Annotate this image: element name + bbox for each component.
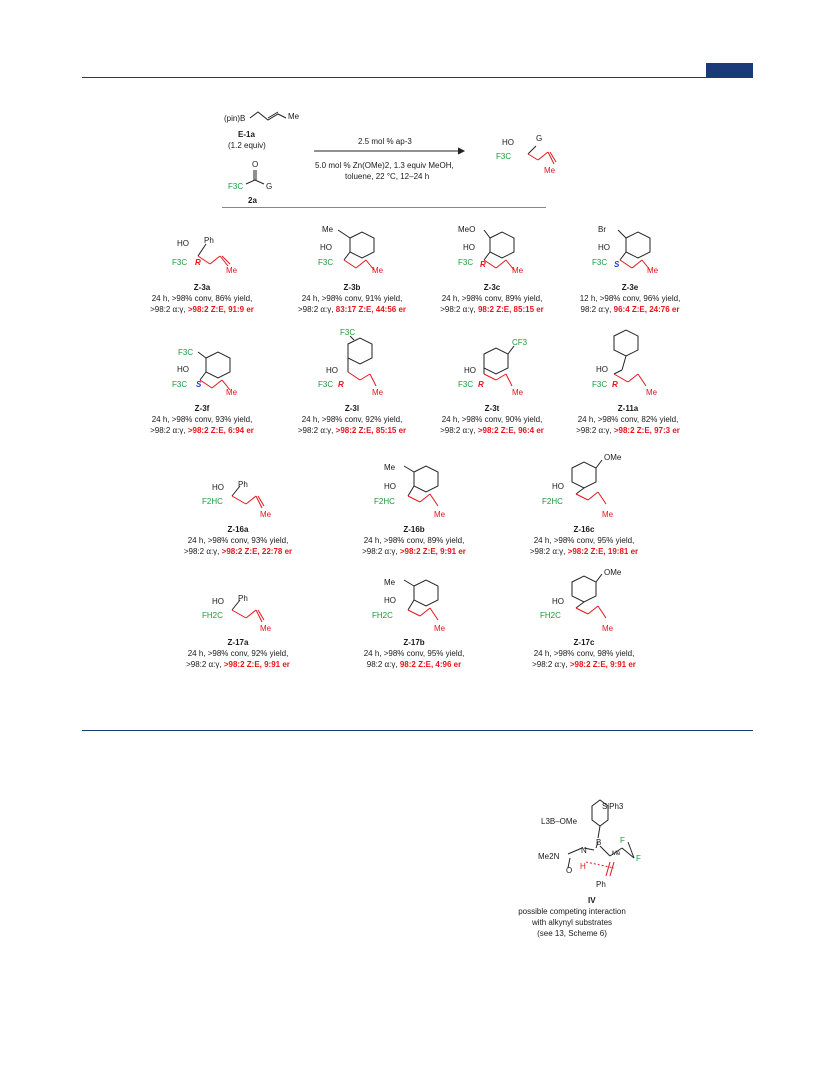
s8-f3c: F3C [592,380,608,389]
s4-config: S [614,260,620,269]
caption-z11a: Z-11a 24 h, >98% conv, 82% yield, >98:2 α:γ, >98:2 Z:E, 97:3 er [576,404,680,435]
s5-f3c-aryl: F3C [178,348,194,357]
s2-structure [330,224,410,284]
s3-meo: MeO [458,225,476,234]
s1-ph: Ph [204,236,214,245]
reagent-2-id: 2a [248,196,257,205]
s6-ho: HO [326,366,338,375]
s4-ho: HO [598,243,610,252]
caption-z3b: Z-3b 24 h, >98% conv, 91% yield, >98:2 α:γ, 83:17 Z:E, 44:56 er [297,283,407,314]
s9-ph: Ph [238,480,248,489]
s14-me: Me [602,624,614,633]
s12-ph: Ph [238,594,248,603]
s1-f3c: F3C [172,258,188,267]
ts-l3b: L3B–OMe [541,817,578,826]
s3-config: R [480,260,486,269]
s2-ho: HO [320,243,332,252]
reagent-1-id: E-1a [238,130,255,139]
s11-structure [560,454,640,524]
conditions-line-2: toluene, 22 °C, 12–24 h [345,172,430,181]
s6-me: Me [372,388,384,397]
s9-f2hc: F2HC [202,497,223,506]
reagent-1-structure [250,108,320,128]
caption-z17a: Z-17a 24 h, >98% conv, 92% yield, >98:2 α:γ, >98:2 Z:E, 9:91 er [186,638,290,669]
s14-fh2c: FH2C [540,611,561,620]
product-ho: HO [502,138,514,147]
s3-structure [470,224,550,284]
ts-sip: SiPh3 [602,802,624,811]
caption-z3c: Z-3c 24 h, >98% conv, 89% yield, >98:2 α:γ, 98:2 Z:E, 85:15 er [440,283,544,314]
s4-f3c: F3C [592,258,608,267]
caption-z17b: Z-17b 24 h, >98% conv, 95% yield, 98:2 α:γ, 98:2 Z:E, 4:96 er [363,638,465,669]
s5-config: S [196,380,202,389]
s5-ho: HO [177,365,189,374]
s4-br: Br [598,225,606,234]
reaction-arrow [314,147,474,155]
ts-o: O [566,866,573,875]
s11-f2hc: F2HC [542,497,563,506]
s5-me: Me [226,388,238,397]
ts-f1: F [620,836,625,845]
s12-ho: HO [212,597,224,606]
s3-me: Me [512,266,524,275]
reagent-1-me: Me [288,112,300,121]
s6-f3c: F3C [318,380,334,389]
s12-me: Me [260,624,272,633]
caption-z3t: Z-3t 24 h, >98% conv, 90% yield, >98:2 α:γ, >98:2 Z:E, 96:4 er [440,404,544,435]
s7-cf3: CF3 [512,338,528,347]
reagent-2-structure [240,170,280,200]
product-g: G [536,134,543,143]
ts-h: H [580,862,586,871]
s1-me: Me [226,266,238,275]
s11-ho: HO [552,482,564,491]
s1-ho: HO [177,239,189,248]
conditions-line-1: 5.0 mol % Zn(OMe)2, 1.3 equiv MeOH, [315,161,454,170]
ts-id: IV [588,896,596,905]
s2-f3c: F3C [318,258,334,267]
s8-config: R [612,380,618,389]
ts-b: B [596,838,602,847]
caption-z17c: Z-17c 24 h, >98% conv, 98% yield, >98:2 α:γ, >98:2 Z:E, 9:91 er [532,638,636,669]
header-tab [706,63,753,77]
s13-fh2c: FH2C [372,611,393,620]
s14-ome: OMe [604,568,622,577]
s14-structure [560,568,640,638]
ts-n: N [581,846,587,855]
s2-me: Me [372,266,384,275]
s1-structure [188,242,248,282]
caption-z16b: Z-16b 24 h, >98% conv, 89% yield, >98:2 α:γ, >98:2 Z:E, 9:91 er [362,525,466,556]
caption-z16c: Z-16c 24 h, >98% conv, 95% yield, >98:2 α:γ, >98:2 Z:E, 19:81 er [529,525,639,556]
reagent-2-f3c: F3C [228,182,244,191]
ts-ph: Ph [596,880,606,889]
caption-z3f: Z-3f 24 h, >98% conv, 93% yield, >98:2 α:γ, >98:2 Z:E, 6:94 er [150,404,254,435]
s8-structure [600,330,680,400]
caption-z3l: Z-3l 24 h, >98% conv, 92% yield, >98:2 α:γ, >98:2 Z:E, 85:15 er [297,404,407,435]
reagent-1-label: (pin)B [224,114,246,123]
s8-ho: HO [596,365,608,374]
s5-f3c: F3C [172,380,188,389]
s12-structure [224,600,294,640]
s10-f2hc: F2HC [374,497,395,506]
header-rule [82,77,753,78]
scheme-divider [222,207,546,208]
s6-f3c-aryl: F3C [340,328,356,337]
ts-me: Me [612,851,621,857]
reagent-1-equiv: (1.2 equiv) [228,141,266,150]
s9-ho: HO [212,483,224,492]
s6-config: R [338,380,344,389]
s11-me: Me [602,510,614,519]
s11-ome: OMe [604,453,622,462]
section-rule [82,730,753,731]
s10-me-aryl: Me [384,463,396,472]
s9-me: Me [260,510,272,519]
ts-structure [548,796,668,886]
s3-ho: HO [463,243,475,252]
s10-ho: HO [384,482,396,491]
s9-structure [224,486,294,526]
ts-caption: possible competing interaction with alkynyl substrates (see 13, Scheme 6) [518,907,626,938]
reagent-2-g: G [266,182,273,191]
s13-me-aryl: Me [384,578,396,587]
s10-me: Me [434,510,446,519]
s1-config: R [195,258,201,267]
s8-me: Me [646,388,658,397]
s13-me: Me [434,624,446,633]
product-me: Me [544,166,556,175]
caption-z16a: Z-16a 24 h, >98% conv, 93% yield, >98:2 α:γ, >98:2 Z:E, 22:78 er [183,525,293,556]
caption-z3e: Z-3e 12 h, >98% conv, 96% yield, 98:2 α:γ, 96:4 Z:E, 24:76 er [579,283,681,314]
s7-me: Me [512,388,524,397]
ts-f2: F [636,854,641,863]
s7-ho: HO [464,366,476,375]
catalyst-label: 2.5 mol % ap-3 [358,137,412,146]
s2-me-aryl: Me [322,225,334,234]
reagent-2-o: O [252,160,259,169]
ts-me2n: Me2N [538,852,560,861]
s4-structure [606,224,686,284]
product-f3c: F3C [496,152,512,161]
s7-config: R [478,380,484,389]
s3-f3c: F3C [458,258,474,267]
s7-f3c: F3C [458,380,474,389]
s12-fh2c: FH2C [202,611,223,620]
s14-ho: HO [552,597,564,606]
caption-z3a: Z-3a 24 h, >98% conv, 86% yield, >98:2 α:γ, >98:2 Z:E, 91:9 er [150,283,254,314]
s4-me: Me [647,266,659,275]
s13-ho: HO [384,596,396,605]
